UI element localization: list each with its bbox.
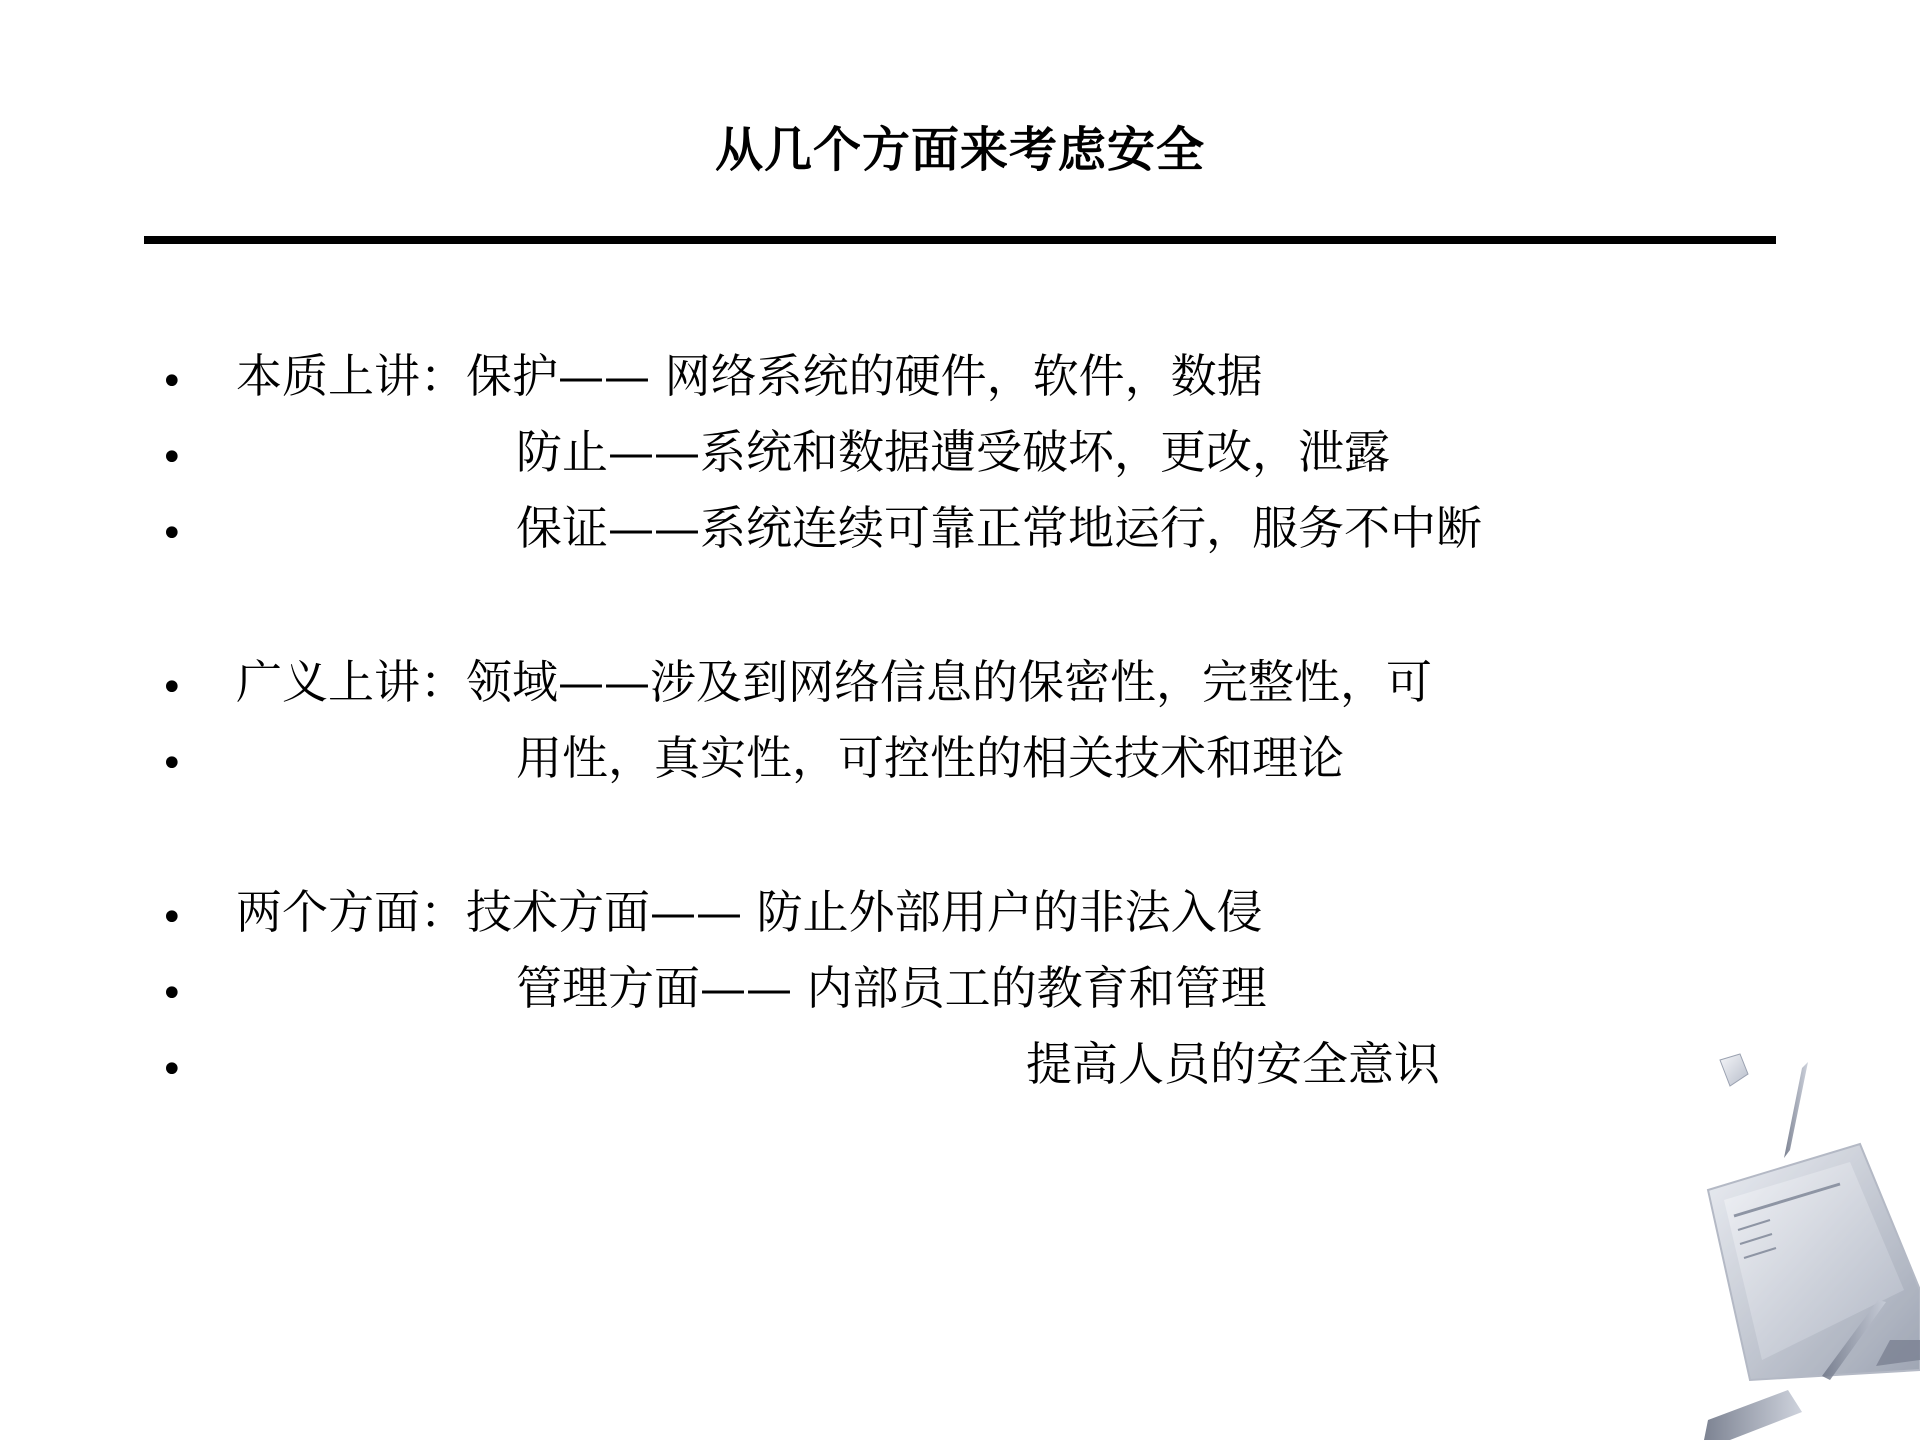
bullet-line-technical: 两个方面：技术方面—— 防止外部用户的非法入侵 xyxy=(236,885,1263,939)
bullet-marker: • xyxy=(160,435,184,481)
bullet-marker: • xyxy=(160,1047,184,1093)
decorative-shards-graphic xyxy=(1690,1040,1920,1440)
bullet-line-broad-domain-cont: 用性，真实性，可控性的相关技术和理论 xyxy=(516,731,1344,785)
bullet-line-essence-prevent: 防止——系统和数据遭受破坏，更改，泄露 xyxy=(516,425,1390,479)
bullet-line-awareness: 提高人员的安全意识 xyxy=(1026,1037,1440,1091)
bullet-marker: • xyxy=(160,359,184,405)
bullet-marker: • xyxy=(160,511,184,557)
slide-title: 从几个方面来考虑安全 xyxy=(714,122,1205,178)
bullet-marker: • xyxy=(160,741,184,787)
bullet-marker: • xyxy=(160,665,184,711)
bullet-marker: • xyxy=(160,895,184,941)
bullet-line-essence-protect: 本质上讲：保护—— 网络系统的硬件，软件，数据 xyxy=(236,349,1263,403)
bullet-marker: • xyxy=(160,971,184,1017)
bullet-line-management: 管理方面—— 内部员工的教育和管理 xyxy=(516,961,1267,1015)
title-divider xyxy=(144,236,1776,244)
bullet-line-broad-domain: 广义上讲：领域——涉及到网络信息的保密性，完整性，可 xyxy=(236,655,1432,709)
bullet-line-essence-ensure: 保证——系统连续可靠正常地运行，服务不中断 xyxy=(516,501,1482,555)
